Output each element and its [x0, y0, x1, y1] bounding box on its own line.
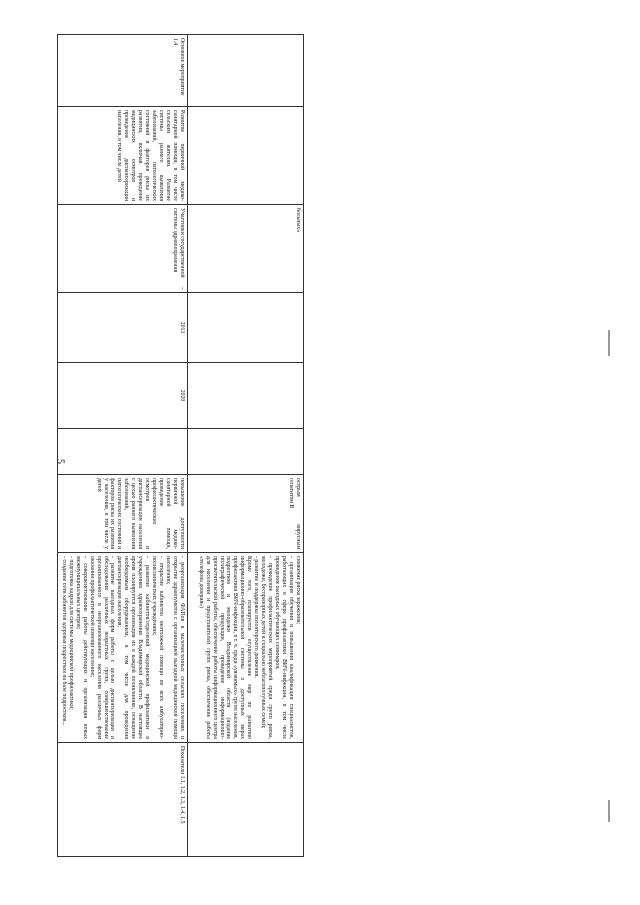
activity-line: - создание сети кабинетов здоровья подростков на базе подростков...: [60, 556, 67, 726]
activity-line: - реорганизация ФАПов в малочисленных сельских поселениях и открытие здравпунктов с организацией выездной медицинской помощи населению;: [165, 556, 185, 739]
activity-line: - открытие кабинетов неотложной помощи во всех амбулаторно-поликлинических учреждениях;: [151, 556, 165, 739]
cell-executor: [57, 205, 187, 293]
activity-line: - развитие выездных форм работы с целью диспансеризации и обследования различных возрастных групп, совершенствование организованного и неорганизованного населения различных форм оказания профилактической помощи населению;: [88, 556, 116, 739]
cell-event-description: [188, 107, 304, 205]
table-row: [188, 35, 304, 857]
cell-event-description: Развитие первичной медико-санитарной помощи, в том числе сельским жителям. Развитие системы раннего выявления заболеваний, патологических состояний и факторов риска их развития, включая проведение медицинских осмотров и проведение диспансеризации населения, в том числе детей: [57, 107, 187, 205]
activity-line: снижение риска заражения;: [295, 556, 301, 625]
cell-start-year: [188, 293, 304, 363]
page-number: 5: [54, 459, 66, 464]
rotated-table-container: [60, 34, 304, 856]
table-rotation-frame: [60, 34, 304, 856]
cell-executor: больных»: [188, 205, 304, 293]
activity-line: - совершенствование работы действующих и организация новых межмуниципальных центров;: [74, 556, 88, 739]
activity-line: - организация обучения и повышения квалификации специалистов, работающих в сфере профилактики ВИЧ-инфекции, в том числе проведение выездных обучающих семинаров;: [274, 556, 295, 739]
activity-line: Кроме того, планируется осуществление мер по развитию информационно-образовательной системы о доступных мерах профилактики ВИЧ-инфекции, в т. ч. среди «уязвимых» групп населения, подростков и молодежи Владимирской области (издание полиграфической продукции, проведение информационно-просветительской работы, обеспечение работы информационного центра для населения и представителей групп риска, обеспечение работы «телефона доверия»): [197, 556, 253, 739]
cell-start-year: 2013: [57, 293, 187, 363]
program-measures-table: [54, 34, 304, 857]
scan-edge-mark: [608, 330, 610, 356]
cell-expected-result: повышение доступности первичной медико-санитарной помощи, проведение профилактических осмотров и диспансеризации населения с целью раннего выявления заболеваний, патологических состояний и факторов риска их развития у населения, в том числе у детей: [57, 475, 187, 553]
cell-event-name: [188, 35, 304, 107]
scan-edge-mark: [608, 800, 610, 822]
activity-line: - развитие и поддержка волонтерского движения.: [253, 556, 260, 678]
activity-line: - развитие кабинетов/отделений медицинской профилактики в учреждениях здравоохранения Владимирской области. В настоящее время планируется организация их в каждой поликлинике, оснащение необходимым оборудованием, в том числе для проведения диспансеризации населения;: [116, 556, 151, 739]
executor-dash: -: [179, 287, 185, 289]
cell-indicators: [188, 743, 304, 857]
cell-activities: [188, 553, 304, 743]
cell-event-name: Основное мероприятие 1.4: [57, 35, 187, 107]
executor-text: Участники государственной системы здравоохранения: [172, 208, 185, 278]
cell-end-year: [188, 363, 304, 429]
cell-indicators: Показатели 1.1, 1.2, 1.3, 1.4, 1.5: [57, 743, 187, 857]
cell-activities: [57, 553, 187, 743]
cell-empty: [188, 429, 304, 475]
cell-empty: [54, 429, 187, 475]
activity-line: - подготовка кадров для системы медицинской профилактики;: [67, 556, 74, 710]
cell-expected-result: острым вирусным гепатитом В: [188, 475, 304, 553]
table-row: [57, 35, 187, 857]
cell-end-year: 2020: [57, 363, 187, 429]
activity-line: - проведение профилактических мероприятий среди групп риска, молодежи, беспризорных детей и социально неблагополучных семей;: [260, 556, 274, 739]
